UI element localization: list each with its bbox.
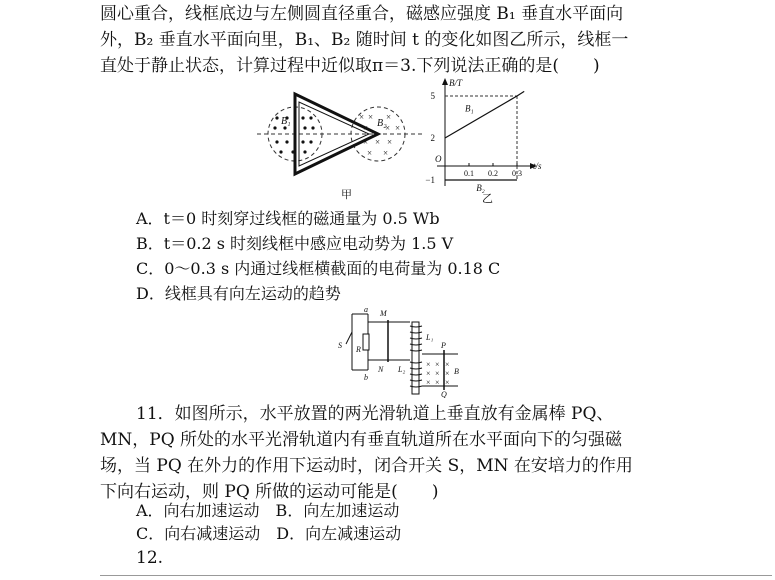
y-axis-label: B/T	[449, 78, 463, 88]
series-lines	[445, 91, 524, 180]
svg-text:×: ×	[445, 369, 450, 378]
tick-labels	[425, 91, 522, 185]
label-n: N	[378, 365, 384, 374]
fig-jia-b1-label: B₁	[281, 116, 291, 127]
label-a: a	[364, 305, 368, 314]
circuit-figure	[332, 304, 472, 398]
q11-options-cd: C．向右减速运动 D．向左减速运动	[136, 524, 402, 543]
svg-text:×: ×	[435, 369, 440, 378]
q10-option-c: C．0～0.3 s 内通过线框横截面的电荷量为 0.18 C	[136, 259, 501, 278]
q11-options-ab: A．向右加速运动 B．向左加速运动	[136, 501, 400, 520]
x-tick-1: 0.1	[464, 169, 474, 178]
svg-text:×: ×	[435, 378, 440, 387]
bottom-divider	[100, 575, 772, 576]
q11-line-4: 下向右运动，则 PQ 所做的运动可能是( )	[100, 482, 439, 502]
resistor-r	[363, 334, 369, 350]
label-l1: L₁	[426, 333, 434, 342]
q10-option-b: B．t＝0.2 s 时刻线框中感应电动势为 1.5 V	[136, 234, 454, 253]
q11-line-2: MN，PQ 所处的水平光滑轨道内有垂直轨道所在水平面向下的匀强磁	[100, 430, 623, 450]
y-tick-3: −1	[425, 175, 435, 185]
svg-text:×: ×	[445, 360, 450, 369]
svg-text:×: ×	[445, 378, 450, 387]
q10-option-d: D．线框具有向左运动的趋势	[136, 284, 341, 303]
label-p: P	[441, 341, 446, 350]
y-axis-arrow	[442, 78, 448, 85]
label-r: R	[356, 345, 361, 354]
intro-line-2: 外，B₂ 垂直水平面向里，B₁、B₂ 随时间 t 的变化如图乙所示，线框一	[100, 30, 629, 50]
svg-text:×: ×	[435, 360, 440, 369]
x-tick-2: 0.2	[488, 169, 498, 178]
svg-text:×: ×	[375, 137, 381, 147]
series-b1-extension	[517, 91, 524, 96]
figure-jia	[255, 88, 425, 203]
svg-text:×: ×	[363, 137, 369, 147]
series-b2-label: B₂	[476, 183, 485, 193]
fig-jia-b2-label: B₂	[377, 118, 387, 129]
series-b1-label: B₁	[465, 103, 474, 114]
y-tick-1: 5	[430, 91, 435, 101]
label-q: Q	[441, 390, 447, 398]
guide-lines	[445, 96, 517, 180]
field-crosses	[426, 360, 450, 387]
label-m: M	[380, 309, 387, 318]
label-l2: L₂	[398, 365, 406, 374]
svg-text:×: ×	[395, 123, 401, 133]
svg-text:×: ×	[426, 378, 431, 387]
q11-line-3: 场，当 PQ 在外力的作用下运动时，闭合开关 S，MN 在安培力的作用	[100, 456, 633, 476]
x-tick-3: 0.3	[512, 169, 522, 178]
figure-yi	[425, 76, 555, 206]
svg-text:×: ×	[359, 112, 365, 122]
switch-s	[346, 332, 352, 344]
origin-label: O	[435, 154, 442, 164]
intro-line-1: 圆心重合，线框底边与左侧圆直径重合，磁感应强度 B₁ 垂直水平面向	[100, 4, 624, 24]
label-s: S	[338, 341, 342, 350]
q10-option-a: A．t＝0 时刻穿过线框的磁通量为 0.5 Wb	[136, 209, 440, 228]
label-b: b	[364, 373, 368, 382]
label-b-field: B	[454, 367, 459, 376]
svg-text:×: ×	[383, 148, 389, 158]
fig-yi-caption: 乙	[482, 193, 493, 205]
svg-text:×: ×	[426, 360, 431, 369]
svg-text:×: ×	[426, 369, 431, 378]
q11-line-1: 11．如图所示，水平放置的两光滑轨道上垂直放有金属棒 PQ、	[136, 404, 614, 424]
svg-text:×: ×	[363, 123, 369, 133]
svg-text:×: ×	[385, 123, 391, 133]
svg-text:×: ×	[368, 112, 374, 122]
y-tick-2: 2	[430, 133, 435, 143]
svg-text:×: ×	[386, 112, 392, 122]
q12-number: 12.	[136, 548, 164, 568]
svg-text:×: ×	[387, 137, 393, 147]
fig-jia-caption: 甲	[341, 189, 352, 201]
intro-line-3: 直处于静止状态，计算过程中近似取π＝3.下列说法正确的是( )	[100, 56, 600, 76]
svg-text:×: ×	[367, 148, 373, 158]
series-line-1	[445, 96, 517, 138]
x-axis-label: t/s	[533, 161, 542, 171]
